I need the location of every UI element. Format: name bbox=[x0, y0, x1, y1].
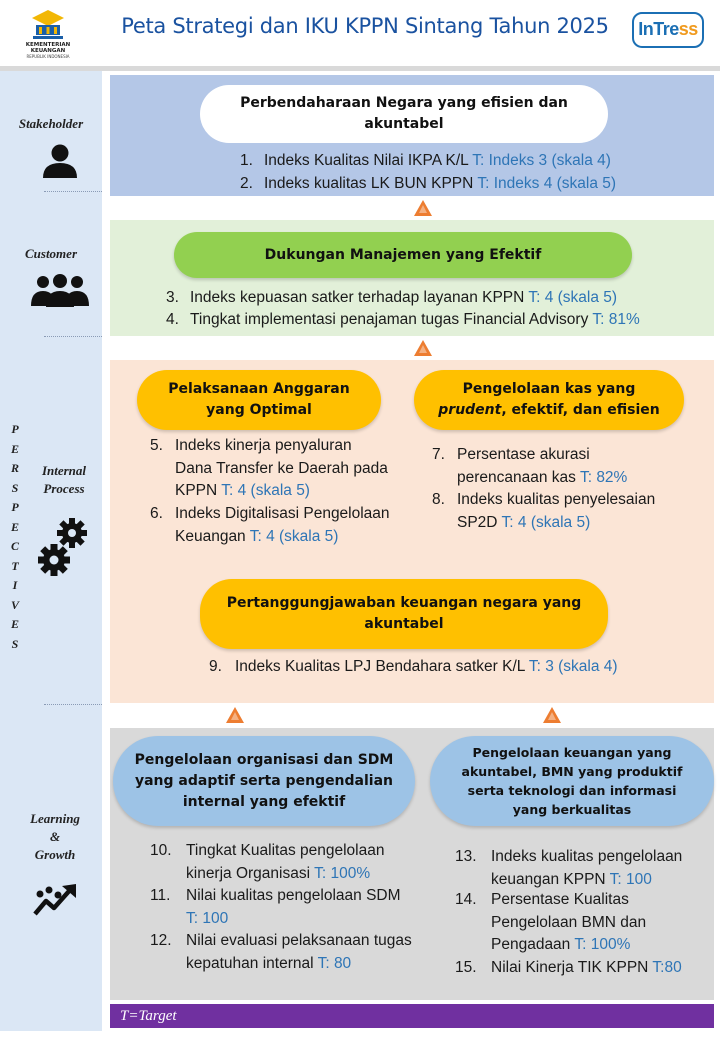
item-number: 9. bbox=[209, 658, 222, 675]
list-item bbox=[150, 930, 412, 975]
learning-objective-organization[interactable]: Pengelolaan organisasi dan SDM yang adaptif serta pengendalian internal yang efektif bbox=[113, 736, 415, 826]
growth-icon bbox=[32, 882, 80, 918]
kemenkeu-logo bbox=[8, 8, 88, 60]
up-arrow-icon bbox=[414, 200, 432, 216]
perspective-stakeholder-label: Stakeholder bbox=[18, 116, 84, 131]
perspective-learning-line2: & bbox=[49, 829, 61, 844]
vertical-letter: S bbox=[11, 480, 19, 495]
customer-objective[interactable]: Dukungan Manajemen yang Efektif bbox=[174, 232, 632, 278]
list-item bbox=[150, 435, 390, 503]
separator bbox=[44, 704, 102, 705]
list-item bbox=[432, 444, 682, 489]
vertical-letter: E bbox=[10, 441, 19, 456]
intress-logo-main: InTre bbox=[638, 19, 679, 39]
item-text: Nilai evaluasi pelaksanaan tugas kepatuhan internal bbox=[186, 932, 412, 972]
item-text: Indeks Kualitas LPJ Bendahara satker K/L bbox=[235, 658, 525, 675]
item-target: T:80 bbox=[652, 959, 682, 976]
item-number: 7. bbox=[432, 446, 445, 463]
list-item bbox=[150, 840, 412, 885]
group-icon bbox=[30, 272, 90, 308]
list-item bbox=[150, 503, 390, 548]
item-target: T: 4 (skala 5) bbox=[501, 513, 591, 531]
item-target: T: 100 bbox=[186, 909, 229, 927]
item-number: 4. bbox=[166, 311, 179, 328]
internal-objective-cash[interactable] bbox=[414, 370, 684, 430]
item-number: 5. bbox=[150, 437, 163, 454]
internal-objective-budget[interactable] bbox=[137, 370, 381, 430]
internal-objective-accountability[interactable]: Pertanggungjawaban keuangan negara yang akuntabel bbox=[200, 579, 608, 649]
item-target: T: 3 (skala 4) bbox=[528, 658, 618, 675]
kemenkeu-emblem-icon bbox=[28, 8, 68, 42]
list-item bbox=[150, 885, 412, 930]
perspective-customer-label: Customer bbox=[24, 246, 77, 261]
target-legend: T=Target bbox=[110, 1004, 714, 1028]
item-target: T: 4 (skala 5) bbox=[249, 527, 339, 545]
list-item bbox=[166, 287, 706, 310]
list-item bbox=[455, 957, 710, 980]
list-item bbox=[166, 309, 706, 332]
vertical-letter: P bbox=[11, 500, 19, 514]
objective-line: , efektif, dan efisien bbox=[501, 402, 660, 418]
learning-objective-finance[interactable]: Pengelolaan keuangan yang akuntabel, BMN yang produktif serta teknologi dan informasi yang berkualitas bbox=[430, 736, 714, 826]
vertical-letter: V bbox=[10, 597, 19, 612]
separator bbox=[44, 336, 102, 337]
objective-line: yang Optimal bbox=[206, 402, 312, 418]
person-icon bbox=[40, 142, 80, 180]
item-target: T: 100% bbox=[314, 864, 371, 882]
item-target: T: 82% bbox=[579, 468, 628, 486]
perspective-internal-line1: Internal bbox=[41, 463, 87, 478]
vertical-letter: I bbox=[12, 578, 18, 592]
vertical-letter: S bbox=[11, 636, 19, 651]
item-text: Indeks kualitas LK BUN KPPN bbox=[264, 175, 474, 192]
item-text: Tingkat implementasi penajaman tugas Financial Advisory bbox=[190, 311, 589, 328]
list-item bbox=[455, 846, 710, 891]
list-item bbox=[455, 889, 710, 957]
item-text: Indeks Digitalisasi Pengelolaan Keuangan bbox=[175, 505, 390, 545]
vertical-letter: R bbox=[10, 461, 19, 475]
item-number: 15. bbox=[455, 959, 477, 976]
item-text: Indeks kepuasan satker terhadap layanan KPPN bbox=[190, 289, 525, 306]
ministry-name: KEMENTERIAN KEUANGAN bbox=[25, 42, 71, 54]
up-arrow-icon bbox=[414, 340, 432, 356]
stakeholder-objective[interactable]: Perbendaharaan Negara yang efisien dan akuntabel bbox=[200, 85, 608, 143]
vertical-letter: T bbox=[11, 558, 19, 573]
separator bbox=[44, 191, 102, 192]
perspective-learning-line1: Learning bbox=[30, 811, 80, 826]
item-text: Indeks kinerja penyaluran Dana Transfer ke Daerah pada KPPN bbox=[175, 437, 388, 499]
item-text: Nilai Kinerja TIK KPPN bbox=[491, 959, 649, 976]
vertical-letter: P bbox=[11, 422, 19, 436]
up-arrow-icon bbox=[543, 707, 561, 723]
perspectives-vertical-label bbox=[8, 420, 22, 654]
vertical-letter: E bbox=[10, 617, 19, 631]
page-header bbox=[0, 0, 720, 66]
intress-logo-accent: ss bbox=[678, 19, 698, 39]
perspective-learning-line3: Growth bbox=[34, 847, 76, 862]
item-text: Persentase Kualitas Pengelolaan BMN dan Pengadaan bbox=[491, 891, 647, 953]
item-text: Indeks kualitas penyelesaian SP2D bbox=[457, 491, 656, 531]
gears-icon bbox=[38, 516, 88, 578]
item-target: T: 80 bbox=[317, 954, 352, 972]
item-number: 13. bbox=[455, 848, 477, 865]
item-target: T: Indeks 4 (skala 5) bbox=[477, 175, 617, 192]
page-title: Peta Strategi dan IKU KPPN Sintang Tahun 2025 bbox=[121, 14, 609, 38]
item-text: Persentase akurasi perencanaan kas bbox=[457, 446, 590, 486]
item-number: 11. bbox=[150, 887, 171, 904]
item-number: 6. bbox=[150, 505, 163, 522]
objective-italic: prudent bbox=[438, 402, 502, 418]
item-target: T: 100 bbox=[609, 870, 652, 888]
item-target: T: 4 (skala 5) bbox=[221, 482, 310, 499]
perspective-internal-line2: Process bbox=[43, 481, 85, 496]
list-item bbox=[209, 656, 709, 679]
item-text: Nilai kualitas pengelolaan SDM bbox=[186, 887, 401, 904]
list-item bbox=[240, 173, 700, 196]
item-number: 10. bbox=[150, 842, 172, 859]
vertical-letter: C bbox=[10, 539, 19, 553]
item-text: Indeks kualitas pengelolaan keuangan KPPN bbox=[491, 848, 683, 888]
item-number: 1. bbox=[240, 152, 253, 169]
item-target: T: Indeks 3 (skala 4) bbox=[472, 152, 611, 169]
list-item bbox=[240, 150, 700, 173]
item-number: 14. bbox=[455, 891, 477, 908]
item-number: 2. bbox=[240, 175, 253, 192]
item-target: T: 4 (skala 5) bbox=[528, 289, 618, 306]
perspective-learning-label bbox=[4, 810, 106, 864]
item-text: Indeks Kualitas Nilai IKPA K/L bbox=[264, 152, 469, 169]
item-target: T: 81% bbox=[592, 311, 640, 328]
perspective-internal-label bbox=[14, 462, 114, 498]
item-number: 3. bbox=[166, 289, 179, 306]
item-target: T: 100% bbox=[574, 936, 631, 953]
objective-line: Pengelolaan kas yang bbox=[462, 381, 636, 397]
list-item bbox=[432, 489, 682, 534]
item-text: Tingkat Kualitas pengelolaan kinerja Organisasi bbox=[186, 842, 385, 882]
item-number: 12. bbox=[150, 932, 172, 949]
ministry-country: REPUBLIK INDONESIA bbox=[26, 54, 70, 59]
intress-logo bbox=[632, 12, 704, 48]
item-number: 8. bbox=[432, 491, 445, 508]
up-arrow-icon bbox=[226, 707, 244, 723]
header-divider bbox=[0, 66, 720, 71]
objective-line: Pelaksanaan Anggaran bbox=[168, 381, 350, 397]
vertical-letter: E bbox=[10, 519, 19, 534]
